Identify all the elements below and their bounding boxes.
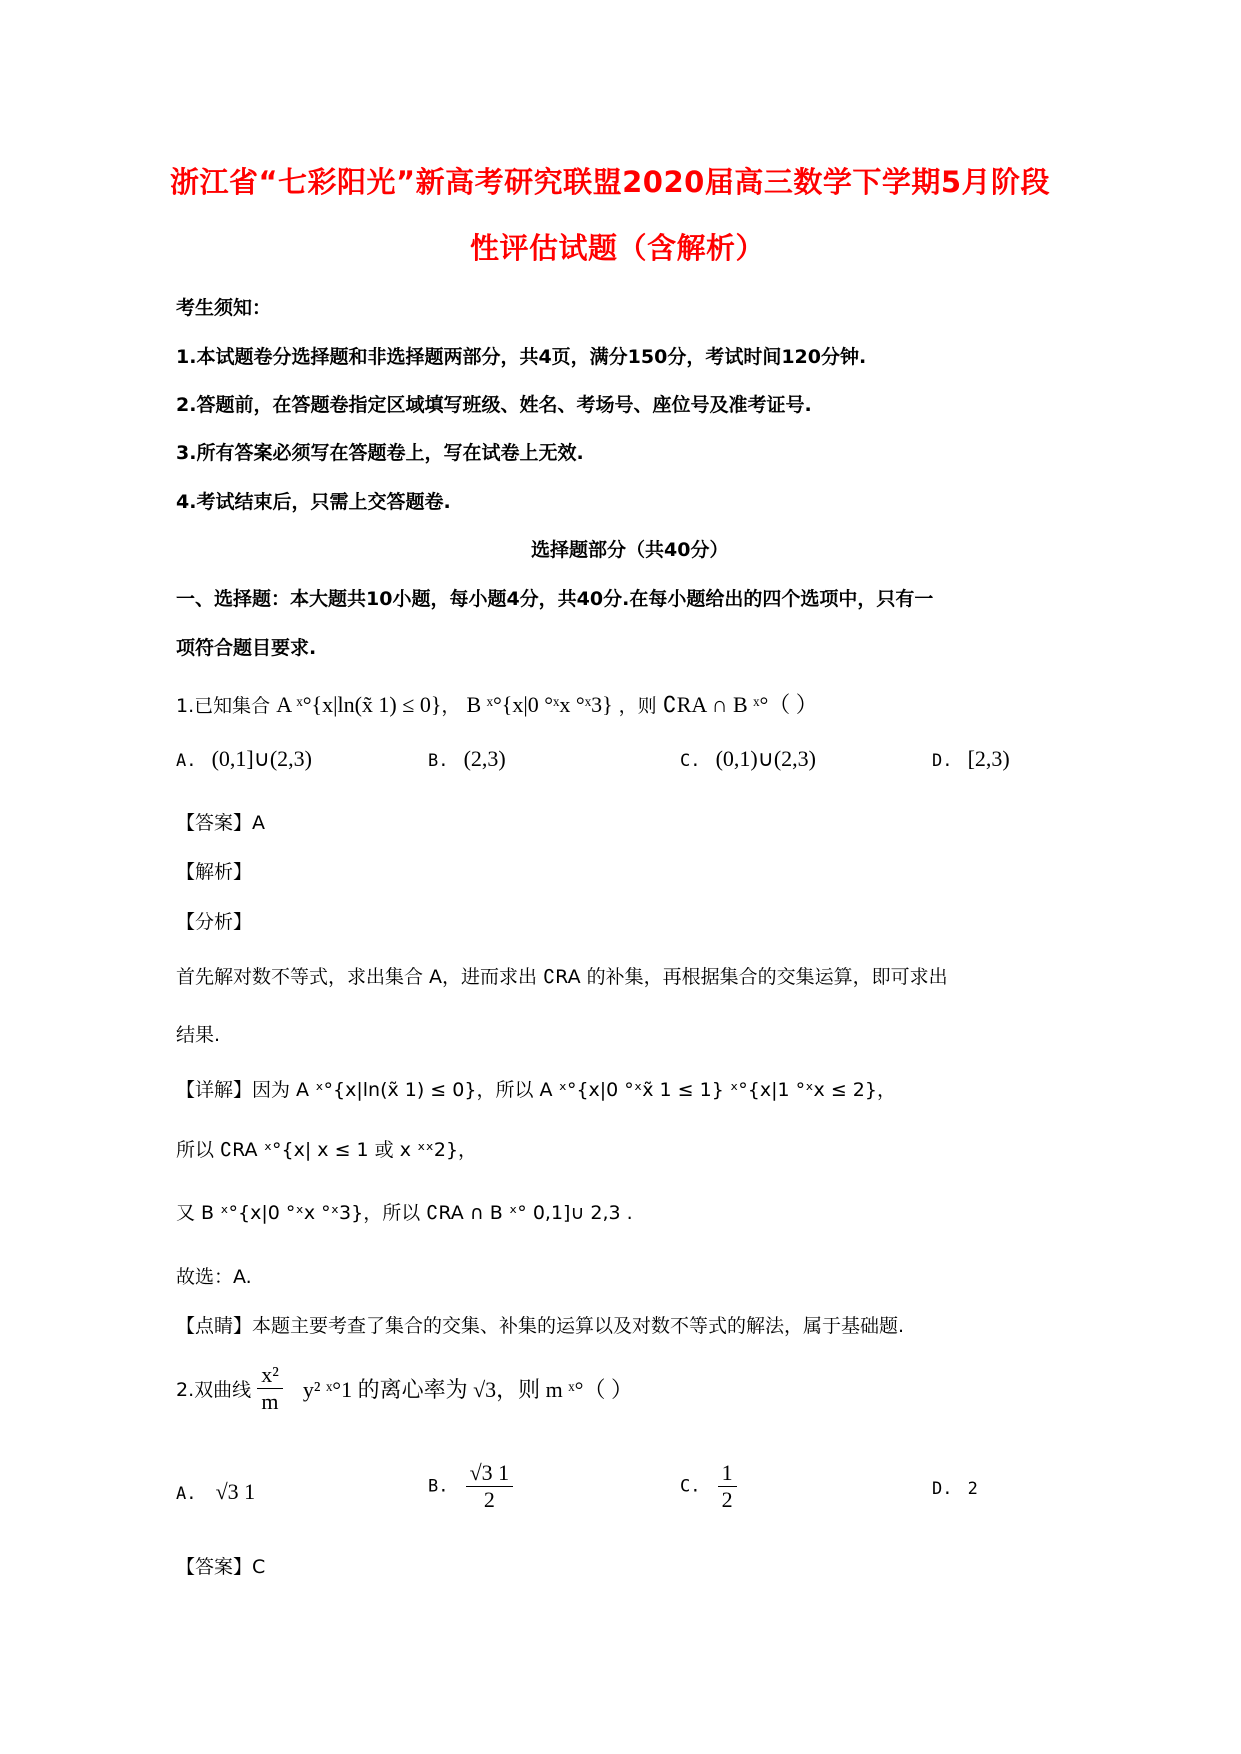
option-label: D.: [932, 751, 953, 771]
doc-title-line1: 浙江省“七彩阳光”新高考研究联盟2020届高三数学下学期5月阶段: [170, 165, 1051, 199]
option-label: C.: [680, 1476, 701, 1497]
q2-stem: [176, 1362, 633, 1415]
notice-item-1: 1.本试题卷分选择题和非选择题两部分，共4页，满分150分，考试时间120分钟.: [176, 346, 867, 368]
q1-choose: 故选：A.: [176, 1266, 252, 1288]
option-value: 2: [967, 1479, 978, 1499]
q2-stem-mid: y² ˣ°1 的离心率为 √3，则 m ˣ°（ ）: [302, 1377, 633, 1402]
notice-item-3: 3.所有答案必须写在答题卷上，写在试卷上无效.: [176, 442, 584, 464]
notice-item-2: 2.答题前，在答题卷指定区域填写班级、姓名、考场号、座位号及准考证号.: [176, 394, 812, 416]
q2-option-c: [680, 1460, 737, 1513]
doc-title-line2: 性评估试题（含解析）: [470, 231, 766, 265]
q1-option-b: [428, 746, 506, 772]
q2-fraction: [257, 1362, 283, 1415]
q1-expr: ∁RA ∩ B ˣ°（ ）: [662, 692, 818, 717]
q1-detail-line1: 【详解】因为 A ˣ°{x|ln(x̃ 1) ≤ 0}，所以 A ˣ°{x|0 °ˣx̃ 1 ≤ 1} ˣ°{x|1 °ˣx ≤ 2}，: [176, 1079, 896, 1101]
q2-option-b: [428, 1460, 513, 1513]
frac-num: √3 1: [466, 1460, 514, 1487]
q1-then: ，则: [618, 695, 657, 717]
option-value: (0,1]∪(2,3): [211, 746, 312, 771]
notice-item-4: 4.考试结束后，只需上交答题卷.: [176, 491, 451, 513]
option-fraction: [466, 1460, 514, 1513]
frac-den: 2: [483, 1487, 495, 1512]
option-fraction: [718, 1460, 737, 1513]
option-label: B.: [428, 751, 449, 771]
notice-heading: 考生须知：: [176, 297, 272, 319]
option-value: √3 1: [215, 1479, 256, 1504]
section-instr-line2: 项符合题目要求.: [176, 637, 317, 659]
q1-analysis-heading: 【解析】: [176, 861, 253, 883]
option-label: A.: [176, 1484, 197, 1504]
option-label: D.: [932, 1479, 953, 1499]
option-label: C.: [680, 751, 701, 771]
q1-detail-line2: 所以 ∁RA ˣ°{x| x ≤ 1 或 x ˣˣ2}，: [176, 1139, 478, 1161]
q2-frac-num: x²: [257, 1362, 283, 1389]
q1-answer: 【答案】A: [176, 812, 265, 834]
q2-option-d: [932, 1479, 978, 1499]
q1-fenxi-line2: 结果.: [176, 1024, 221, 1046]
option-label: A.: [176, 751, 197, 771]
q1-option-c: [680, 746, 816, 772]
q1-fenxi-heading: 【分析】: [176, 911, 253, 933]
frac-num: 1: [718, 1460, 737, 1487]
q2-answer: 【答案】C: [176, 1556, 266, 1578]
q1-option-d: [932, 746, 1010, 772]
q2-stem-prefix: 2.双曲线: [176, 1379, 252, 1401]
q1-detail-line3: 又 B ˣ°{x|0 °ˣx °ˣ3}，所以 ∁RA ∩ B ˣ° 0,1]∪ 2,3 .: [176, 1202, 633, 1224]
option-label: B.: [428, 1476, 449, 1497]
section-heading: 选择题部分（共40分）: [531, 539, 729, 561]
option-value: (2,3): [463, 746, 506, 771]
q1-stem: 1.已知集合 A ˣ°{x|ln(x̃ 1) ≤ 0}， B ˣ°{x|0 °ˣx °ˣ3} ，则 ∁RA ∩ B ˣ°（ ）: [176, 692, 818, 717]
q1-stem-prefix: 1.已知集合: [176, 695, 271, 717]
frac-den: 2: [721, 1487, 733, 1512]
q1-fenxi-line1: 首先解对数不等式，求出集合 A，进而求出 ∁RA 的补集，再根据集合的交集运算，即可求出: [176, 966, 948, 988]
q2-frac-den: m: [261, 1389, 279, 1414]
q1-set-b: B ˣ°{x|0 °ˣx °ˣ3}: [466, 692, 613, 717]
option-value: (0,1)∪(2,3): [715, 746, 816, 771]
q1-set-a: A ˣ°{x|ln(x̃ 1) ≤ 0}: [276, 692, 442, 717]
q1-comment: 【点睛】本题主要考查了集合的交集、补集的运算以及对数不等式的解法，属于基础题.: [176, 1315, 905, 1337]
q1-option-a: [176, 746, 312, 772]
q2-option-a: [176, 1479, 255, 1505]
option-value: [2,3): [967, 746, 1010, 771]
section-instr-line1: 一、选择题：本大题共10小题，每小题4分，共40分.在每小题给出的四个选项中，只有一: [176, 588, 934, 610]
